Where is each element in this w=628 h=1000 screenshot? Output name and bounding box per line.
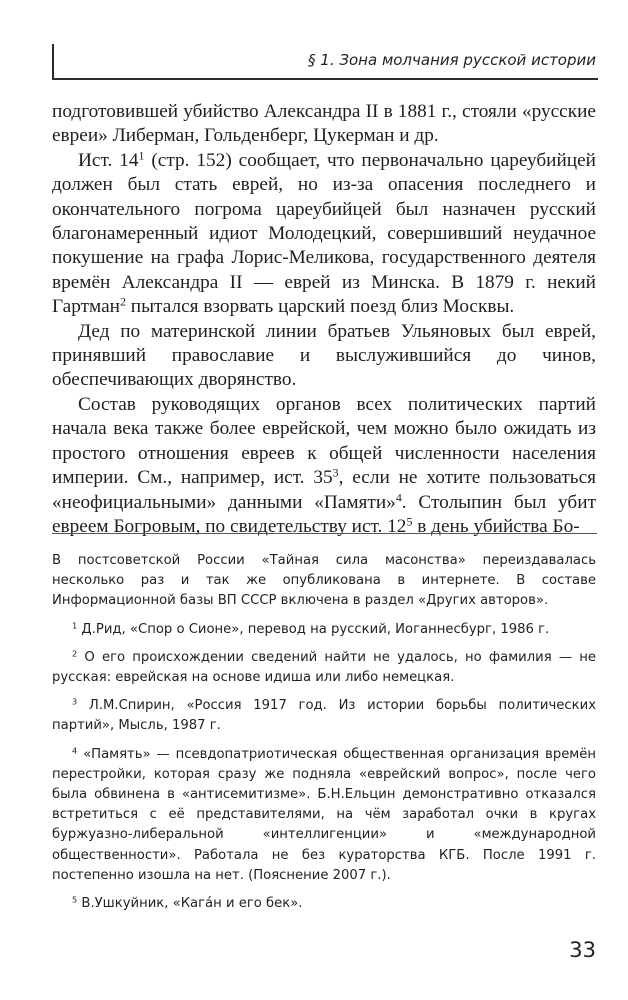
footnote-mark-4: 4 bbox=[72, 745, 78, 756]
paragraph-text: пытался взорвать царский поезд близ Москвы. bbox=[125, 296, 515, 318]
paragraph-text: в день убийства Бо- bbox=[412, 515, 580, 537]
footnote-ref-4[interactable]: 4 bbox=[395, 489, 402, 504]
footnote-text: В.Ушкуйник, «Кага́н и его бек». bbox=[77, 896, 303, 912]
footnote-continuation bbox=[52, 551, 596, 612]
paragraph-text: Дед по материнской линии братьев Ульяновых был еврей, принявший православие и выслужившийся до чинов, обеспечивающих дворянство. bbox=[52, 320, 596, 391]
footnote-text: «Память» — псевдопатриотическая общественная организация времён перестройки, которая сразу же подняла «еврейский вопрос», после чего была обвинена в «антисемитизме». Б.Н.Ельцин демонстративно отказался встретиться с её представителями, на чём заработал очки в кругах буржуазно-либеральной «интеллигенции» и «международной общественности». Работала не без кураторства КГБ. После 1991 г. постепенно изошла на нет. (Пояснение 2007 г.). bbox=[52, 746, 596, 883]
footnote-mark-5: 5 bbox=[72, 894, 78, 905]
footnote-mark-2: 2 bbox=[72, 648, 78, 659]
running-header-title: § 1. Зона молчания русской истории bbox=[308, 51, 596, 69]
footnote-text: В постсоветской России «Тайная сила масонства» переиздавалась несколько раз и так же опубликована в интернете. В составе Информационной базы ВП СССР включена в раздел «Других авторов». bbox=[52, 553, 596, 609]
paragraph-text: , если не хотите пользоваться «неофициальными» данными «Памяти» bbox=[52, 467, 596, 513]
paragraph-source-14 bbox=[52, 149, 596, 320]
footnote-separator bbox=[52, 533, 597, 534]
footnote-mark-3: 3 bbox=[72, 696, 78, 707]
footnote-1 bbox=[52, 620, 596, 640]
paragraph-text: подготовившей убийство Александра II в 1881 г., стояли «русские евреи» Либерман, Гольденберг, Цукерман и др. bbox=[52, 101, 596, 147]
paragraph-continuation bbox=[52, 100, 596, 149]
footnote-text: О его происхождении сведений найти не удалось, но фамилия — не русская: еврейская на основе идиша или либо немецкая. bbox=[52, 649, 596, 686]
footnote-ref-1[interactable]: 1 bbox=[138, 148, 145, 163]
footnote-3 bbox=[52, 696, 596, 736]
page-number: 33 bbox=[569, 938, 596, 962]
paragraph-text: (стр. 152) сообщает, что первоначально цареубийцей должен был стать еврей, но из-за опасения последнего и окончательного погрома цареубийцей был назначен русский благонамеренный идиот Молодецкий, совершивший неудачное покушение на графа Лорис-Меликова, государственного деятеля времён Александра II — еврей из Минска. В 1879 г. некий Гартман bbox=[52, 149, 596, 318]
main-text bbox=[52, 100, 596, 539]
running-header bbox=[52, 44, 598, 80]
paragraph-text: . Столыпин был убит евреем Богровым, по свидетельству ист. 12 bbox=[52, 491, 596, 537]
paragraph-text: Состав руководящих органов всех политических партий начала века также более еврейской, чем можно было ожидать из простого отношения евреев к общей численности населения империи. См., например, ист. 35 bbox=[52, 393, 596, 489]
footnote-ref-3[interactable]: 3 bbox=[332, 465, 339, 480]
footnote-text: Л.М.Спирин, «Россия 1917 год. Из истории борьбы политических партий», Мысль, 1987 г. bbox=[52, 698, 596, 734]
footnote-ref-5[interactable]: 5 bbox=[406, 514, 413, 529]
footnote-ref-2[interactable]: 2 bbox=[119, 294, 126, 309]
paragraph-text: Ист. 14 bbox=[78, 149, 139, 171]
footnote-5 bbox=[52, 894, 596, 914]
footnote-mark-1: 1 bbox=[72, 620, 78, 631]
footnotes bbox=[52, 551, 596, 922]
footnote-2 bbox=[52, 648, 596, 688]
paragraph-ulyanov bbox=[52, 320, 596, 393]
footnote-text: Д.Рид, «Спор о Сионе», перевод на русский, Иоганнесбург, 1986 г. bbox=[77, 621, 550, 637]
footnote-4 bbox=[52, 745, 596, 886]
paragraph-parties bbox=[52, 393, 596, 539]
